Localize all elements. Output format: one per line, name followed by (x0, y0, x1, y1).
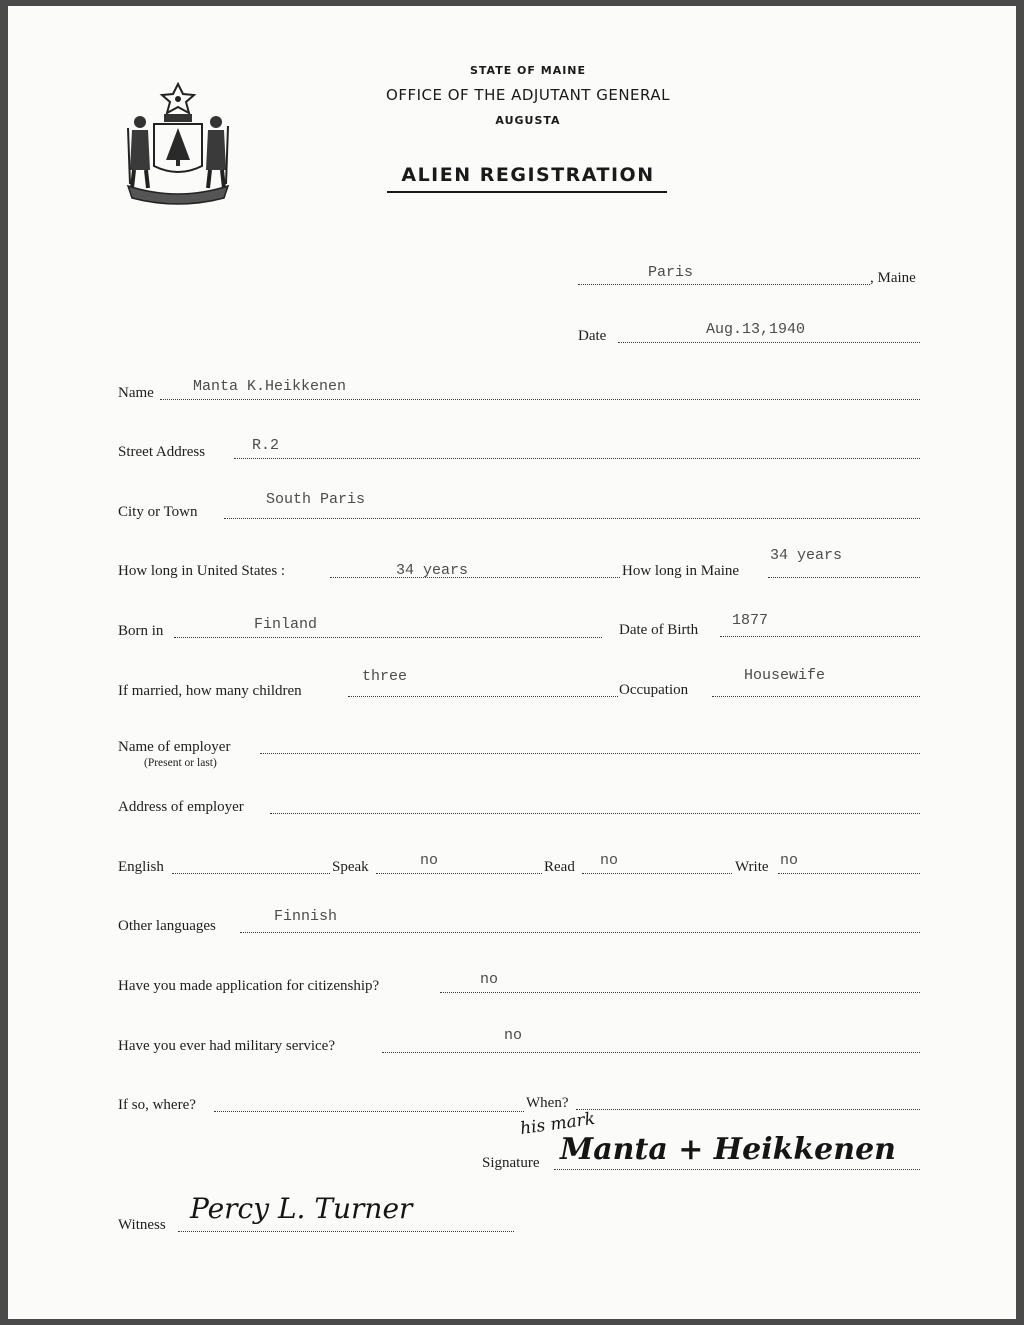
us-line (330, 577, 620, 578)
street-label: Street Address (118, 444, 206, 460)
other-languages-value: Finnish (274, 908, 338, 925)
where-line (214, 1111, 524, 1112)
maine-line (768, 577, 920, 578)
place-value: Paris (648, 264, 694, 281)
dob-line (720, 636, 920, 637)
signature-label: Signature (482, 1155, 540, 1171)
dob-label: Date of Birth (619, 622, 699, 638)
place-suffix: , Maine (870, 270, 916, 286)
born-line (174, 637, 602, 638)
title-underline (387, 191, 667, 193)
signature-line (554, 1169, 920, 1170)
military-line (382, 1052, 920, 1053)
military-value: no (504, 1027, 523, 1044)
us-value: 34 years (396, 562, 469, 579)
write-label: Write (735, 859, 769, 875)
write-line (778, 873, 920, 874)
name-line (160, 399, 920, 400)
occupation-line (712, 696, 920, 697)
speak-value: no (420, 852, 439, 869)
english-label: English (118, 859, 164, 875)
occupation-label: Occupation (619, 682, 689, 698)
speak-label: Speak (332, 859, 369, 875)
witness-signature: Percy L. Turner (190, 1192, 413, 1225)
signature-mark-note: his mark (518, 1108, 597, 1140)
other-languages-line (240, 932, 920, 933)
citizenship-line (440, 992, 920, 993)
military-label: Have you ever had military service? (118, 1038, 335, 1054)
citizenship-value: no (480, 971, 499, 988)
city-line (224, 518, 920, 519)
street-value: R.2 (252, 437, 280, 454)
read-label: Read (544, 859, 575, 875)
witness-line (178, 1231, 514, 1232)
children-line (348, 696, 618, 697)
header-city: AUGUSTA (495, 114, 561, 127)
employer-line (260, 753, 920, 754)
children-value: three (362, 668, 408, 685)
name-value: Manta K.Heikkenen (193, 378, 347, 395)
employer-label: Name of employer (118, 739, 231, 755)
city-value: South Paris (266, 491, 366, 508)
form-page (8, 6, 1016, 1319)
form-title: ALIEN REGISTRATION (401, 164, 655, 186)
employer-address-label: Address of employer (118, 799, 244, 815)
us-label: How long in United States : (118, 563, 286, 579)
speak-line (376, 873, 542, 874)
english-line (172, 873, 330, 874)
citizenship-label: Have you made application for citizenship? (118, 978, 380, 994)
maine-state-seal-icon (120, 78, 236, 208)
date-label: Date (578, 328, 607, 344)
street-line (234, 458, 920, 459)
born-value: Finland (254, 616, 318, 633)
children-label: If married, how many children (118, 683, 302, 699)
dob-value: 1877 (732, 612, 769, 629)
when-label: When? (526, 1095, 569, 1111)
date-value: Aug.13,1940 (706, 321, 806, 338)
signature-value: Manta + Heikkenen (560, 1132, 896, 1167)
maine-value: 34 years (770, 547, 843, 564)
when-line (576, 1109, 920, 1110)
write-value: no (780, 852, 799, 869)
born-label: Born in (118, 623, 164, 639)
employer-sub: (Present or last) (144, 757, 217, 769)
place-line (578, 284, 870, 285)
maine-label: How long in Maine (622, 563, 740, 579)
date-line (618, 342, 920, 343)
header-state: STATE OF MAINE (469, 64, 587, 77)
employer-address-line (270, 813, 920, 814)
occupation-value: Housewife (744, 667, 826, 684)
where-label: If so, where? (118, 1097, 196, 1113)
read-value: no (600, 852, 619, 869)
city-label: City or Town (118, 504, 198, 520)
witness-label: Witness (118, 1217, 166, 1233)
read-line (582, 873, 732, 874)
other-languages-label: Other languages (118, 918, 216, 934)
name-label: Name (118, 385, 154, 401)
header-office: OFFICE OF THE ADJUTANT GENERAL (386, 86, 670, 104)
